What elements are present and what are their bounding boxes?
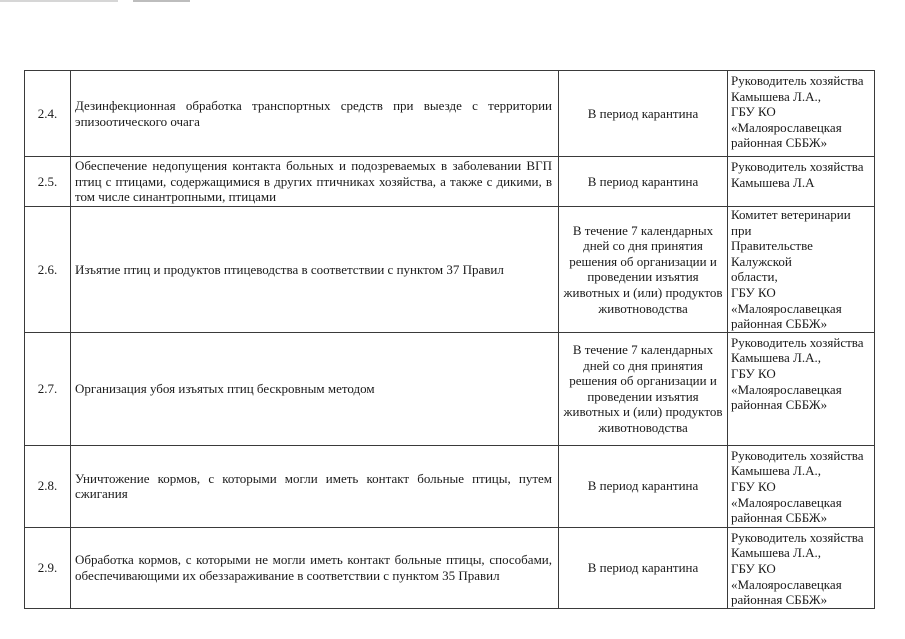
row-number: 2.7. (25, 332, 71, 445)
term-text: В период карантина (559, 527, 728, 608)
row-number: 2.4. (25, 71, 71, 157)
term-text: В течение 7 календарных дней со дня принятия решения об организации и проведении изъятия животных и (или) продуктов животноводства (559, 207, 728, 333)
responsible-text: Руководитель хозяйства Камышева Л.А (728, 157, 875, 207)
table-row (25, 207, 875, 333)
row-number: 2.9. (25, 527, 71, 608)
action-text: Обработка кормов, с которыми не могли иметь контакт больные птицы, способами, обеспечивающими их обеззараживание в соответствии с пунктом 35 Правил (71, 527, 559, 608)
responsible-text: Руководитель хозяйства Камышева Л.А., ГБУ КО «Малоярославецкая районная СББЖ» (728, 332, 875, 445)
table-row (25, 527, 875, 608)
row-number: 2.5. (25, 157, 71, 207)
term-text: В период карантина (559, 157, 728, 207)
responsible-text: Комитет ветеринарии при Правительстве Калужской области, ГБУ КО «Малоярославецкая районная СББЖ» (728, 207, 875, 333)
term-text: В период карантина (559, 445, 728, 527)
table-row (25, 332, 875, 445)
measures-table (24, 70, 875, 609)
responsible-text: Руководитель хозяйства Камышева Л.А., ГБУ КО «Малоярославецкая районная СББЖ» (728, 527, 875, 608)
table-row (25, 71, 875, 157)
action-text: Изъятие птиц и продуктов птицеводства в соответствии с пунктом 37 Правил (71, 207, 559, 333)
table-row (25, 445, 875, 527)
action-text: Уничтожение кормов, с которыми могли иметь контакт больные птицы, путем сжигания (71, 445, 559, 527)
scan-edge-mark (0, 0, 190, 2)
table-row (25, 157, 875, 207)
action-text: Организация убоя изъятых птиц бескровным методом (71, 332, 559, 445)
term-text: В течение 7 календарных дней со дня принятия решения об организации и проведении изъятия животных и (или) продуктов животноводства (559, 332, 728, 445)
row-number: 2.8. (25, 445, 71, 527)
action-text: Дезинфекционная обработка транспортных средств при выезде с территории эпизоотического очага (71, 71, 559, 157)
responsible-text: Руководитель хозяйства Камышева Л.А., ГБУ КО «Малоярославецкая районная СББЖ» (728, 71, 875, 157)
responsible-text: Руководитель хозяйства Камышева Л.А., ГБУ КО «Малоярославецкая районная СББЖ» (728, 445, 875, 527)
term-text: В период карантина (559, 71, 728, 157)
action-text: Обеспечение недопущения контакта больных и подозреваемых в заболевании ВГП птиц с птицами, содержащимися в других птичниках хозяйства, а также с дикими, в том числе синантропными, птицами (71, 157, 559, 207)
row-number: 2.6. (25, 207, 71, 333)
